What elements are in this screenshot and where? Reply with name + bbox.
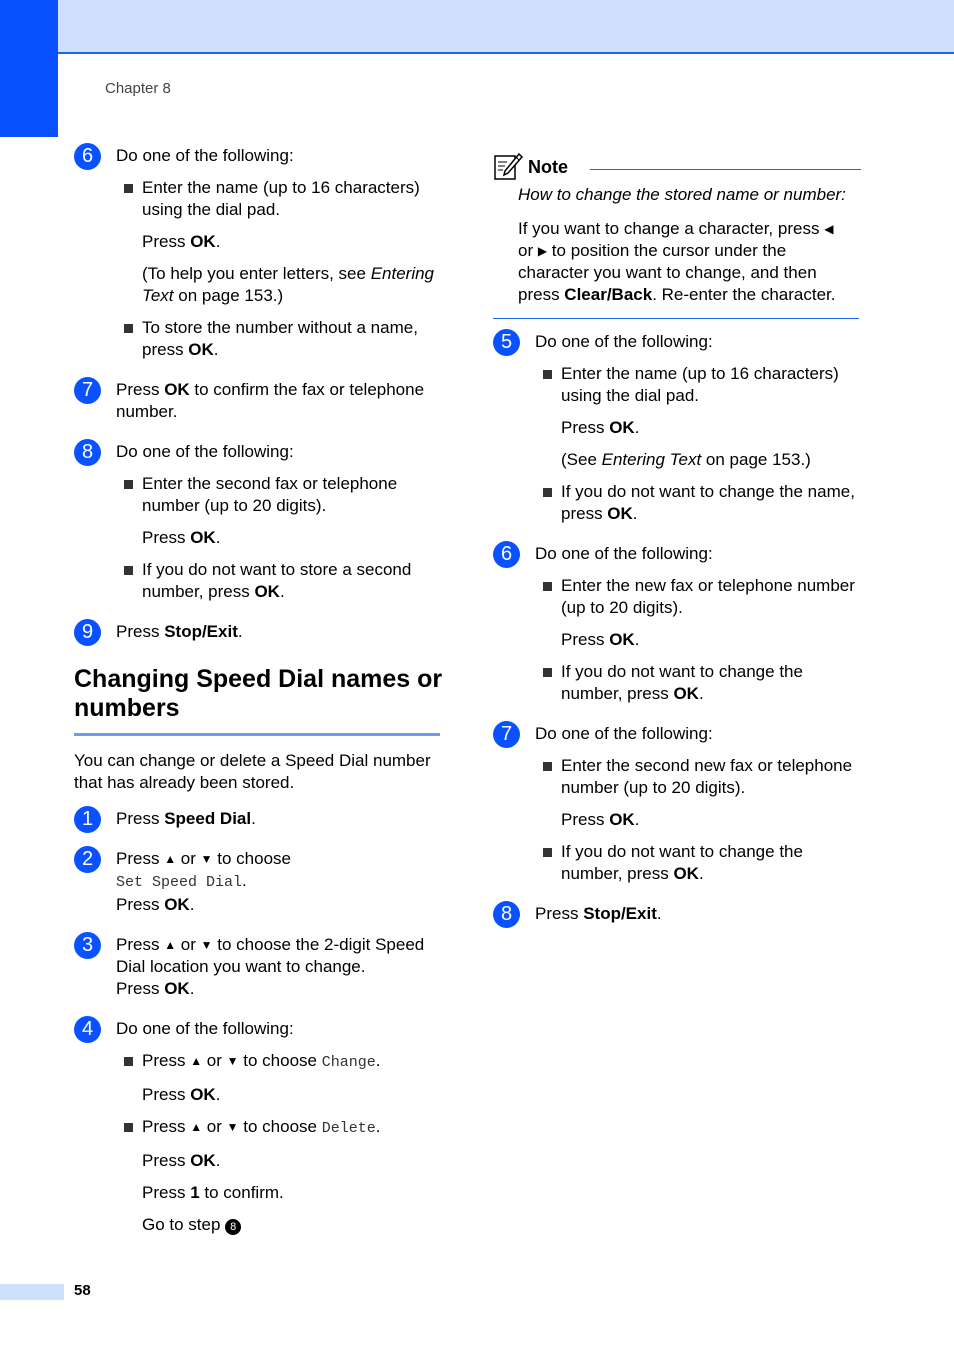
step-number-badge: 3 bbox=[74, 932, 101, 959]
note-bottom-rule bbox=[493, 318, 859, 319]
down-arrow-icon: ▼ bbox=[226, 1120, 239, 1134]
bullet-square-icon bbox=[543, 582, 552, 591]
header-band bbox=[58, 0, 954, 54]
chapter-label: Chapter 8 bbox=[105, 80, 171, 97]
up-arrow-icon: ▲ bbox=[190, 1054, 203, 1068]
step-8-right bbox=[493, 903, 861, 925]
step-number-badge: 2 bbox=[74, 846, 101, 873]
step-text: Do one of the following: bbox=[535, 332, 713, 351]
footer-band bbox=[0, 1284, 64, 1300]
step-number-badge: 7 bbox=[74, 377, 101, 404]
step-text: Press Speed Dial. bbox=[116, 809, 256, 828]
step-5 bbox=[493, 331, 861, 525]
instruction: Press OK. bbox=[142, 232, 221, 251]
bullet-square-icon bbox=[543, 762, 552, 771]
step-number-badge: 5 bbox=[493, 329, 520, 356]
up-arrow-icon: ▲ bbox=[190, 1120, 203, 1134]
step-text: Press ▲ or ▼ to choose the 2-digit Speed Dial location you want to change. Press OK. bbox=[116, 935, 425, 998]
step-number-badge: 6 bbox=[74, 143, 101, 170]
bullet-item: If you do not want to change the name, press OK. bbox=[535, 481, 861, 525]
bullet-square-icon bbox=[543, 370, 552, 379]
section-heading: Changing Speed Dial names or numbers bbox=[74, 665, 443, 722]
bullet-square-icon bbox=[124, 1123, 133, 1132]
left-column bbox=[74, 145, 444, 1254]
step-text: Do one of the following: bbox=[116, 1019, 294, 1038]
chapter-tab bbox=[0, 0, 58, 137]
note-body bbox=[518, 184, 861, 306]
bullet-item: If you do not want to store a second number, press OK. bbox=[116, 559, 444, 603]
instruction: Press OK. bbox=[142, 1085, 221, 1104]
page-number: 58 bbox=[74, 1282, 91, 1299]
step-number-badge: 8 bbox=[493, 901, 520, 928]
bullet-item: Enter the new fax or telephone number (up to 20 digits). bbox=[535, 575, 861, 619]
step-text: Do one of the following: bbox=[535, 544, 713, 563]
bullet-square-icon bbox=[124, 480, 133, 489]
bullet-square-icon bbox=[543, 668, 552, 677]
down-arrow-icon: ▼ bbox=[226, 1054, 239, 1068]
bullet-square-icon bbox=[124, 324, 133, 333]
step-text: Press ▲ or ▼ to choose Set Speed Dial. Press OK. bbox=[116, 849, 291, 914]
bullet-square-icon bbox=[124, 1057, 133, 1066]
up-arrow-icon: ▲ bbox=[164, 938, 177, 952]
step-7 bbox=[74, 379, 444, 423]
left-arrow-icon: ◀ bbox=[824, 222, 834, 236]
step-text: Press Stop/Exit. bbox=[116, 622, 243, 641]
step-4 bbox=[74, 1018, 444, 1236]
instruction: Press 1 to confirm. bbox=[142, 1183, 284, 1202]
step-number-badge: 4 bbox=[74, 1016, 101, 1043]
step-reference-badge: 8 bbox=[225, 1219, 241, 1235]
instruction: Press OK. bbox=[142, 528, 221, 547]
step-3 bbox=[74, 934, 444, 1000]
bullet-item: Enter the name (up to 16 characters) using the dial pad. bbox=[116, 177, 444, 221]
bullet-item: Enter the second fax or telephone number (up to 20 digits). bbox=[116, 473, 444, 517]
down-arrow-icon: ▼ bbox=[200, 938, 213, 952]
step-6 bbox=[74, 145, 444, 361]
bullet-item: Enter the name (up to 16 characters) using the dial pad. bbox=[535, 363, 861, 407]
lcd-text: Delete bbox=[321, 1120, 376, 1137]
note-pencil-icon bbox=[493, 152, 523, 182]
down-arrow-icon: ▼ bbox=[200, 852, 213, 866]
lcd-text: Change bbox=[321, 1054, 376, 1071]
up-arrow-icon: ▲ bbox=[164, 852, 177, 866]
step-1 bbox=[74, 808, 444, 830]
right-column bbox=[493, 152, 861, 943]
step-9 bbox=[74, 621, 444, 643]
step-2 bbox=[74, 848, 444, 916]
step-number-badge: 7 bbox=[493, 721, 520, 748]
bullet-item: Enter the second new fax or telephone number (up to 20 digits). bbox=[535, 755, 861, 799]
note-box bbox=[493, 152, 861, 306]
instruction: Press OK. bbox=[561, 810, 640, 829]
bullet-square-icon bbox=[543, 488, 552, 497]
bullet-item: If you do not want to change the number, press OK. bbox=[535, 841, 861, 885]
step-number-badge: 1 bbox=[74, 806, 101, 833]
note-header bbox=[493, 152, 861, 182]
note-paragraph: If you want to change a character, press ◀ or ▶ to position the cursor under the character you want to change, and then press Clear/Back. Re-enter the character. bbox=[518, 219, 836, 304]
instruction: Go to step 8 bbox=[116, 1214, 444, 1236]
step-8 bbox=[74, 441, 444, 603]
bullet-item: To store the number without a name, press OK. bbox=[116, 317, 444, 361]
step-text: Do one of the following: bbox=[116, 442, 294, 461]
right-arrow-icon: ▶ bbox=[537, 244, 548, 258]
step-text: Press OK to confirm the fax or telephone number. bbox=[116, 380, 425, 421]
step-6-right bbox=[493, 543, 861, 705]
step-text: Do one of the following: bbox=[535, 724, 713, 743]
instruction: Press OK. bbox=[142, 1151, 221, 1170]
note-rule bbox=[590, 169, 861, 170]
step-7-right bbox=[493, 723, 861, 885]
instruction: Press OK. bbox=[561, 630, 640, 649]
help-text: (To help you enter letters, see Entering Text on page 153.) bbox=[142, 264, 435, 305]
lcd-text: Set Speed Dial bbox=[116, 874, 243, 891]
instruction: Press OK. bbox=[561, 418, 640, 437]
bullet-square-icon bbox=[124, 184, 133, 193]
bullet-item: Press ▲ or ▼ to choose Delete. bbox=[116, 1116, 444, 1140]
step-number-badge: 9 bbox=[74, 619, 101, 646]
note-subtitle: How to change the stored name or number: bbox=[518, 185, 846, 204]
bullet-item: If you do not want to change the number, press OK. bbox=[535, 661, 861, 705]
help-text: (See Entering Text on page 153.) bbox=[561, 450, 811, 469]
bullet-item: Press ▲ or ▼ to choose Change. bbox=[116, 1050, 444, 1074]
step-number-badge: 6 bbox=[493, 541, 520, 568]
bullet-square-icon bbox=[543, 848, 552, 857]
note-title: Note bbox=[528, 157, 568, 177]
bullet-square-icon bbox=[124, 566, 133, 575]
step-text: Do one of the following: bbox=[116, 146, 294, 165]
intro-text: You can change or delete a Speed Dial number that has already been stored. bbox=[74, 751, 431, 792]
heading-rule bbox=[74, 733, 440, 736]
step-text: Press Stop/Exit. bbox=[535, 904, 662, 923]
step-number-badge: 8 bbox=[74, 439, 101, 466]
